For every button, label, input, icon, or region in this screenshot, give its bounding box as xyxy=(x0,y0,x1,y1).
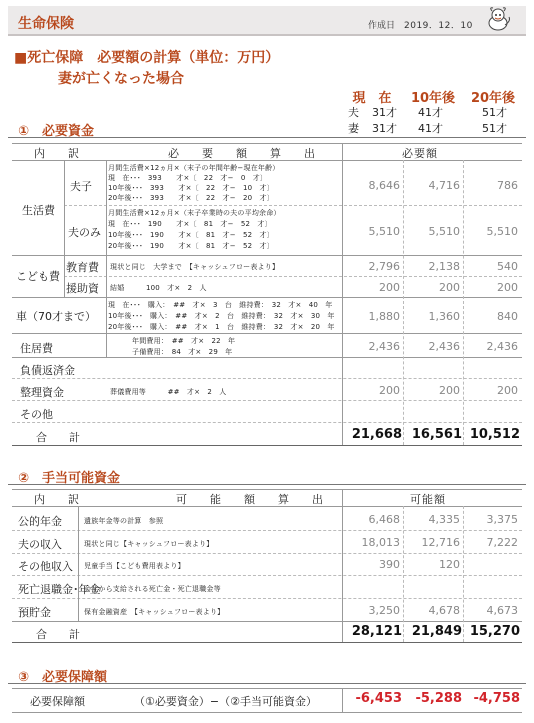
living-ho-10y: 5,510 xyxy=(428,225,460,238)
education-now: 2,796 xyxy=(368,260,400,273)
date-value: 2019．12．10 xyxy=(404,21,473,31)
s2-row-label: 死亡退職金･年金 xyxy=(18,583,101,596)
section2-divider xyxy=(8,484,526,485)
s2-row-now: 6,468 xyxy=(368,513,400,526)
s2-row-20y: 3,375 xyxy=(486,513,518,526)
s2-col-calc: 可 能 額 算 出 xyxy=(176,493,329,506)
s2-grid-vline xyxy=(78,506,79,621)
app-title: 生命保険 xyxy=(18,16,74,32)
s1-grid-line xyxy=(12,357,522,358)
s1-grid-vline xyxy=(64,160,65,297)
s2-grid-line xyxy=(12,530,522,531)
s2-total-10y: 21,849 xyxy=(411,624,462,639)
age-husband-10y: 41才 xyxy=(418,106,443,119)
s2-row-now: 18,013 xyxy=(361,536,400,549)
s1-total-label: 合 計 xyxy=(36,431,80,444)
s2-grid-top xyxy=(12,489,522,490)
required-coverage-formula: （①必要資金）−（②手当可能資金） xyxy=(134,695,317,708)
living-hc-line: 現 在･･･ 393 才×〔 22 才− 0 才〕 xyxy=(108,174,268,182)
s1-grid-vline xyxy=(463,160,464,445)
education-label: 教育費 xyxy=(66,261,99,274)
s2-grid-line xyxy=(12,598,522,599)
s3-grid-top xyxy=(12,688,522,689)
education-10y: 2,138 xyxy=(428,260,460,273)
children-label: こども費 xyxy=(16,270,60,283)
s2-row-20y: 7,222 xyxy=(486,536,518,549)
funeral-calc: 葬儀費用等 ## 才× 2 人 xyxy=(110,388,227,396)
page-title: ■死亡保障 必要額の計算（単位：万円） xyxy=(14,50,280,66)
section3-divider xyxy=(8,683,526,684)
s2-row-10y: 4,678 xyxy=(428,604,460,617)
living-hc-10y: 4,716 xyxy=(428,179,460,192)
housing-now: 2,436 xyxy=(368,340,400,353)
s2-row-10y: 120 xyxy=(439,558,460,571)
s1-total-now: 21,668 xyxy=(351,427,402,442)
living-hc-line: 20年後･･･ 393 才×〔 22 才− 20 才〕 xyxy=(108,194,274,202)
s1-col-calc: 必 要 額 算 出 xyxy=(168,147,321,160)
s1-grid-line xyxy=(12,333,522,334)
living-ho-now: 5,510 xyxy=(368,225,400,238)
living-ho-line: 10年後･･･ 190 才×〔 81 才− 52 才〕 xyxy=(108,231,274,239)
living-hc-20y: 786 xyxy=(497,179,518,192)
s3-grid-bottom xyxy=(12,712,522,713)
age-label-wife: 妻 xyxy=(348,122,359,135)
s2-row-now: 3,250 xyxy=(368,604,400,617)
support-10y: 200 xyxy=(439,281,460,294)
debt-label: 負債返済金 xyxy=(20,364,75,377)
s2-grid-line xyxy=(12,553,522,554)
s1-grid-bottom xyxy=(12,445,522,446)
s2-row-label: 預貯金 xyxy=(18,606,51,619)
s2-row-calc: 現状と同じ【キャッシュフロー表より】 xyxy=(84,540,214,548)
s2-grid-bottom xyxy=(12,642,522,643)
section2-title: ② 手当可能資金 xyxy=(18,471,121,486)
s2-row-calc: 会社から支給される死亡金・死亡退職金等 xyxy=(84,585,221,593)
car-line: 20年後･･･ 購入： ## 才× 1 台 維持費： 32 才× 20 年 xyxy=(108,323,335,331)
living-husband-only-label: 夫のみ xyxy=(68,226,101,239)
housing-10y: 2,436 xyxy=(428,340,460,353)
s2-total-now: 28,121 xyxy=(351,624,402,639)
section1-divider xyxy=(8,137,526,138)
age-wife-10y: 41才 xyxy=(418,122,443,135)
car-label: 車（70才まで） xyxy=(16,310,96,323)
age-label-husband: 夫 xyxy=(348,106,359,119)
col-20y: 20年後 xyxy=(470,91,516,106)
s2-row-10y: 4,335 xyxy=(428,513,460,526)
age-wife-now: 31才 xyxy=(372,122,397,135)
s1-grid-vline xyxy=(106,297,107,357)
s1-grid-vline xyxy=(106,160,107,297)
funeral-label: 整理資金 xyxy=(20,386,64,399)
support-label: 援助資 xyxy=(66,282,99,295)
s2-grid-line xyxy=(12,575,522,576)
age-wife-20y: 51才 xyxy=(482,122,507,135)
s2-row-calc: 保有金融資産 【キャッシュフロー表より】 xyxy=(84,608,225,616)
funeral-now: 200 xyxy=(379,384,400,397)
s2-grid-vline xyxy=(403,506,404,642)
s1-grid-line xyxy=(12,297,522,298)
s2-total-20y: 15,270 xyxy=(469,624,520,639)
housing-line: 年間費用： ## 才× 22 年 xyxy=(132,337,236,345)
s2-row-calc: 児童手当【こども費用表より】 xyxy=(84,562,185,570)
funeral-20y: 200 xyxy=(497,384,518,397)
car-now: 1,880 xyxy=(368,310,400,323)
housing-line: 子備費用： 84 才× 29 年 xyxy=(132,348,233,356)
age-husband-20y: 51才 xyxy=(482,106,507,119)
living-ho-line: 月間生活費×12ヵ月×（末子卒業時の夫の平均余命） xyxy=(108,209,281,217)
car-line: 現 在･･･ 購入： ## 才× 3 台 維持費： 32 才× 40 年 xyxy=(108,301,333,309)
s2-row-20y: 4,673 xyxy=(486,604,518,617)
s2-row-10y: 12,716 xyxy=(421,536,460,549)
s2-row-label: 夫の収入 xyxy=(18,538,62,551)
housing-label: 住居費 xyxy=(20,342,53,355)
s1-grid-top xyxy=(12,143,522,144)
required-coverage-now: -6,453 xyxy=(355,691,402,706)
s1-grid-line xyxy=(64,205,522,206)
living-ho-line: 現 在･･･ 190 才×〔 81 才− 52 才〕 xyxy=(108,220,272,228)
s1-grid-line xyxy=(12,422,522,423)
support-now: 200 xyxy=(379,281,400,294)
car-10y: 1,360 xyxy=(428,310,460,323)
s1-col-amount: 必要額 xyxy=(402,147,438,160)
s1-grid-vline xyxy=(403,160,404,445)
s2-row-label: 公的年金 xyxy=(18,515,62,528)
support-calc: 結婚 100 才× 2 人 xyxy=(110,284,207,292)
required-coverage-10y: -5,288 xyxy=(415,691,462,706)
living-husband-child-label: 夫子 xyxy=(70,180,92,193)
living-hc-now: 8,646 xyxy=(368,179,400,192)
s2-grid-vline xyxy=(463,506,464,642)
date-label: 作成日 xyxy=(368,21,396,31)
s2-row-calc: 遺族年金等の計算 参照 xyxy=(84,517,164,525)
housing-20y: 2,436 xyxy=(486,340,518,353)
page-subtitle: 妻が亡くなった場合 xyxy=(58,71,184,87)
s2-grid-line xyxy=(12,621,522,622)
s1-total-10y: 16,561 xyxy=(411,427,462,442)
car-line: 10年後･･･ 購入： ## 才× 2 台 維持費： 32 才× 30 年 xyxy=(108,312,335,320)
s2-total-label: 合 計 xyxy=(36,628,80,641)
living-ho-line: 20年後･･･ 190 才×〔 81 才− 52 才〕 xyxy=(108,242,274,250)
s1-grid-line xyxy=(64,276,522,277)
s2-col-item: 内 訳 xyxy=(34,493,85,506)
col-10y: 10年後 xyxy=(410,91,456,106)
education-calc: 現状と同じ 大学まで 【キャッシュフロー表より】 xyxy=(110,263,280,271)
living-label: 生活費 xyxy=(22,204,55,217)
required-coverage-label: 必要保障額 xyxy=(30,695,85,708)
s1-col-item: 内 訳 xyxy=(34,147,85,160)
other-label: その他 xyxy=(20,408,53,421)
shisa-mascot-icon xyxy=(483,5,513,33)
section3-title: ③ 必要保障額 xyxy=(18,670,108,685)
living-hc-line: 月間生活費×12ヵ月×（末子の年間年齢−現在年齢） xyxy=(108,164,280,172)
s1-total-20y: 10,512 xyxy=(469,427,520,442)
s2-row-label: その他収入 xyxy=(18,560,73,573)
section1-title: ① 必要資金 xyxy=(18,124,95,139)
car-20y: 840 xyxy=(497,310,518,323)
living-hc-line: 10年後･･･ 393 才×〔 22 才− 10 才〕 xyxy=(108,184,274,192)
s1-grid-line xyxy=(12,378,522,379)
col-now: 現 在 xyxy=(352,91,392,106)
age-husband-now: 31才 xyxy=(372,106,397,119)
support-20y: 200 xyxy=(497,281,518,294)
s2-col-amount: 可能額 xyxy=(410,493,446,506)
s2-row-now: 390 xyxy=(379,558,400,571)
s1-grid-line xyxy=(12,255,522,256)
s1-grid-line xyxy=(12,400,522,401)
required-coverage-20y: -4,758 xyxy=(473,691,520,706)
living-ho-20y: 5,510 xyxy=(486,225,518,238)
funeral-10y: 200 xyxy=(439,384,460,397)
education-20y: 540 xyxy=(497,260,518,273)
